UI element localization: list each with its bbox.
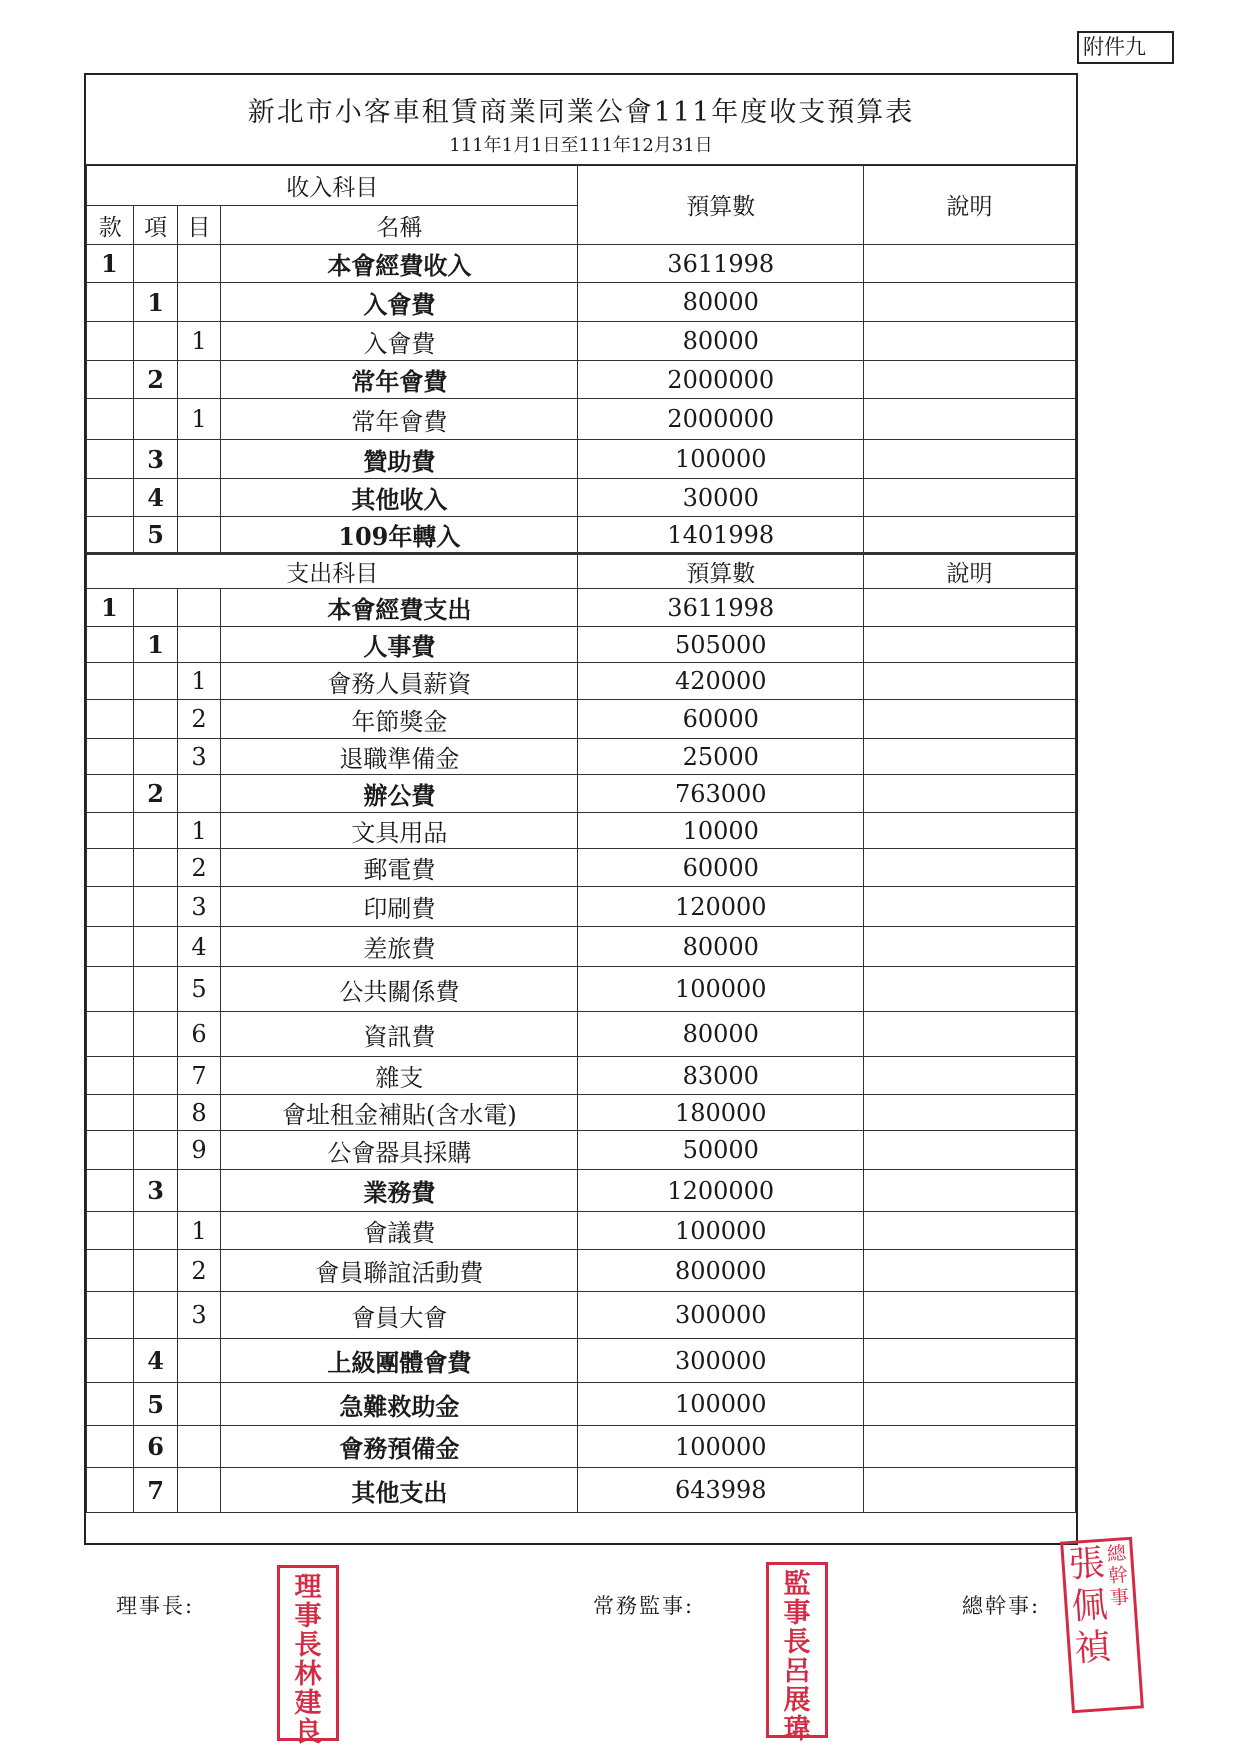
amount-cell: 80000: [578, 283, 864, 322]
amount-cell: 100000: [578, 1383, 864, 1426]
item-name-cell: 會議費: [221, 1212, 578, 1250]
kuan-cell: [87, 322, 134, 361]
xiang-cell: [134, 399, 177, 440]
item-name-cell: 109年轉入: [221, 517, 578, 554]
note-cell: [864, 775, 1076, 813]
item-name-cell: 退職準備金: [221, 739, 578, 775]
chairman-label: 理事長:: [116, 1594, 195, 1618]
amount-cell: 60000: [578, 849, 864, 887]
expense-row: [87, 739, 1076, 775]
kuan-cell: [87, 775, 134, 813]
amount-cell: 100000: [578, 1212, 864, 1250]
secretary-seal-name: [1067, 1542, 1113, 1674]
expense-row: [87, 1212, 1076, 1250]
supervisor-seal-char: 長: [783, 1627, 811, 1658]
amount-cell: 420000: [578, 663, 864, 700]
amount-cell: 10000: [578, 813, 864, 849]
item-name-cell: 其他收入: [221, 479, 578, 517]
mu-cell: 3: [177, 739, 220, 775]
kuan-cell: [87, 849, 134, 887]
xiang-cell: [134, 1012, 177, 1057]
amount-cell: 25000: [578, 739, 864, 775]
mu-cell: [177, 1468, 220, 1513]
xiang-cell: 5: [134, 517, 177, 554]
secretary-seal-name-char: 禎: [1073, 1626, 1112, 1670]
item-name-cell: 會址租金補貼(含水電): [221, 1095, 578, 1131]
xiang-cell: 3: [134, 1170, 177, 1212]
amount-cell: 180000: [578, 1095, 864, 1131]
item-name-cell: 業務費: [221, 1170, 578, 1212]
item-name-cell: 辦公費: [221, 775, 578, 813]
item-name-cell: 年節獎金: [221, 700, 578, 739]
budget-document: [84, 73, 1078, 1545]
xiang-header: 項: [134, 206, 177, 245]
note-cell: [864, 813, 1076, 849]
item-name-cell: 贊助費: [221, 440, 578, 479]
xiang-cell: [134, 589, 177, 627]
xiang-cell: 4: [134, 479, 177, 517]
kuan-cell: [87, 1012, 134, 1057]
xiang-cell: [134, 1095, 177, 1131]
kuan-cell: 1: [87, 589, 134, 627]
item-name-cell: 入會費: [221, 322, 578, 361]
income-row: [87, 245, 1076, 283]
xiang-cell: 1: [134, 627, 177, 663]
xiang-cell: [134, 1212, 177, 1250]
income-row: [87, 283, 1076, 322]
xiang-cell: 1: [134, 283, 177, 322]
kuan-cell: [87, 813, 134, 849]
xiang-cell: 3: [134, 440, 177, 479]
mu-cell: [177, 589, 220, 627]
mu-cell: 1: [177, 1212, 220, 1250]
xiang-cell: [134, 887, 177, 927]
xiang-cell: 5: [134, 1383, 177, 1426]
item-name-cell: 雜支: [221, 1057, 578, 1095]
note-cell: [864, 517, 1076, 554]
expense-row: [87, 927, 1076, 967]
amount-cell: 2000000: [578, 399, 864, 440]
mu-cell: 1: [177, 399, 220, 440]
note-cell: [864, 399, 1076, 440]
mu-header: 目: [177, 206, 220, 245]
note-cell: [864, 1383, 1076, 1426]
kuan-cell: [87, 283, 134, 322]
mu-cell: 6: [177, 1012, 220, 1057]
chairman-seal-char: 長: [294, 1630, 322, 1661]
supervisor-seal-char: 展: [783, 1685, 811, 1716]
mu-cell: 2: [177, 700, 220, 739]
note-cell: [864, 1426, 1076, 1468]
mu-cell: 3: [177, 887, 220, 927]
mu-cell: [177, 1339, 220, 1383]
supervisor-seal: [766, 1562, 828, 1745]
amount-cell: 80000: [578, 1012, 864, 1057]
item-name-cell: 本會經費支出: [221, 589, 578, 627]
item-name-cell: 急難救助金: [221, 1383, 578, 1426]
note-cell: [864, 927, 1076, 967]
kuan-cell: [87, 739, 134, 775]
mu-cell: [177, 627, 220, 663]
mu-cell: 1: [177, 813, 220, 849]
expense-note-header: 說明: [864, 554, 1076, 589]
expense-row: [87, 887, 1076, 927]
secretary-seal-title-char: 幹: [1107, 1564, 1129, 1588]
amount-cell: 80000: [578, 927, 864, 967]
item-name-cell: 入會費: [221, 283, 578, 322]
expense-row: [87, 700, 1076, 739]
amount-cell: 120000: [578, 887, 864, 927]
expense-budget-header: 預算數: [578, 554, 864, 589]
secretary-seal-name-char: 張: [1067, 1542, 1107, 1587]
kuan-cell: [87, 1339, 134, 1383]
expense-row: [87, 775, 1076, 813]
xiang-cell: [134, 927, 177, 967]
kuan-cell: [87, 663, 134, 700]
expense-subject-header: 支出科目: [87, 554, 578, 589]
mu-cell: 3: [177, 1292, 220, 1339]
income-row: [87, 322, 1076, 361]
note-cell: [864, 967, 1076, 1012]
income-note-header: 說明: [864, 165, 1076, 245]
income-row: [87, 440, 1076, 479]
mu-cell: [177, 517, 220, 554]
expense-row: [87, 1012, 1076, 1057]
expense-row: [87, 1250, 1076, 1292]
kuan-cell: [87, 479, 134, 517]
note-cell: [864, 1250, 1076, 1292]
item-name-cell: 上級團體會費: [221, 1339, 578, 1383]
kuan-cell: [87, 1170, 134, 1212]
mu-cell: [177, 775, 220, 813]
expense-row: [87, 1383, 1076, 1426]
supervisor-seal-char: 呂: [783, 1656, 811, 1687]
item-name-cell: 其他支出: [221, 1468, 578, 1513]
amount-cell: 300000: [578, 1339, 864, 1383]
chairman-seal-char: 林: [294, 1659, 322, 1690]
item-name-cell: 資訊費: [221, 1012, 578, 1057]
expense-row: [87, 1057, 1076, 1095]
mu-cell: [177, 283, 220, 322]
note-cell: [864, 700, 1076, 739]
secretary-seal-name-char: 佩: [1070, 1584, 1110, 1629]
mu-cell: 8: [177, 1095, 220, 1131]
kuan-cell: [87, 1057, 134, 1095]
chairman-seal-char: 良: [294, 1717, 322, 1748]
mu-cell: 2: [177, 1250, 220, 1292]
note-cell: [864, 1012, 1076, 1057]
kuan-cell: [87, 1292, 134, 1339]
title-block: [86, 75, 1076, 166]
xiang-cell: [134, 663, 177, 700]
item-name-cell: 公會器具採購: [221, 1131, 578, 1170]
kuan-cell: 1: [87, 245, 134, 283]
item-name-cell: 常年會費: [221, 399, 578, 440]
item-name-cell: 常年會費: [221, 361, 578, 399]
period-subtitle: 111年1月1日至111年12月31日: [449, 135, 713, 156]
expense-row: [87, 1292, 1076, 1339]
income-subject-header: 收入科目: [87, 165, 578, 206]
note-cell: [864, 849, 1076, 887]
secretary-seal-title-char: 總: [1106, 1542, 1127, 1566]
income-header-row: [87, 165, 1076, 206]
expense-row: [87, 1426, 1076, 1468]
xiang-cell: 2: [134, 775, 177, 813]
note-cell: [864, 440, 1076, 479]
expense-row: [87, 1095, 1076, 1131]
mu-cell: [177, 1170, 220, 1212]
amount-cell: 3611998: [578, 589, 864, 627]
expense-row: [87, 813, 1076, 849]
item-name-cell: 郵電費: [221, 849, 578, 887]
amount-cell: 505000: [578, 627, 864, 663]
expense-row: [87, 663, 1076, 700]
amount-cell: 83000: [578, 1057, 864, 1095]
signature-area: [0, 1542, 1241, 1755]
mu-cell: 7: [177, 1057, 220, 1095]
kuan-cell: [87, 887, 134, 927]
secretary-seal-title: [1106, 1544, 1130, 1611]
item-name-cell: 會務人員薪資: [221, 663, 578, 700]
kuan-cell: [87, 700, 134, 739]
kuan-cell: [87, 1095, 134, 1131]
expense-row: [87, 1339, 1076, 1383]
expense-row: [87, 589, 1076, 627]
mu-cell: [177, 1426, 220, 1468]
xiang-cell: [134, 700, 177, 739]
note-cell: [864, 1212, 1076, 1250]
xiang-cell: 6: [134, 1426, 177, 1468]
kuan-cell: [87, 361, 134, 399]
kuan-cell: [87, 1468, 134, 1513]
xiang-cell: [134, 1057, 177, 1095]
note-cell: [864, 887, 1076, 927]
mu-cell: 5: [177, 967, 220, 1012]
kuan-header: 款: [87, 206, 134, 245]
note-cell: [864, 1339, 1076, 1383]
mu-cell: 9: [177, 1131, 220, 1170]
kuan-cell: [87, 967, 134, 1012]
supervisor-seal-char: 事: [783, 1598, 811, 1629]
note-cell: [864, 361, 1076, 399]
page-title: 新北市小客車租賃商業同業公會111年度收支預算表: [247, 97, 915, 128]
mu-cell: 1: [177, 663, 220, 700]
expense-row: [87, 1468, 1076, 1513]
supervisor-seal-char: 瑋: [783, 1714, 811, 1745]
kuan-cell: [87, 440, 134, 479]
note-cell: [864, 1131, 1076, 1170]
xiang-cell: [134, 245, 177, 283]
income-row: [87, 479, 1076, 517]
kuan-cell: [87, 1426, 134, 1468]
amount-cell: 30000: [578, 479, 864, 517]
note-cell: [864, 627, 1076, 663]
item-name-cell: 印刷費: [221, 887, 578, 927]
attachment-label: 附件九: [1077, 31, 1174, 64]
income-row: [87, 361, 1076, 399]
chairman-seal-char: 理: [294, 1572, 322, 1603]
item-name-cell: 會員聯誼活動費: [221, 1250, 578, 1292]
amount-cell: 100000: [578, 1426, 864, 1468]
kuan-cell: [87, 1131, 134, 1170]
expense-row: [87, 627, 1076, 663]
xiang-cell: 2: [134, 361, 177, 399]
mu-cell: [177, 1383, 220, 1426]
note-cell: [864, 1292, 1076, 1339]
chairman-seal-char: 建: [294, 1688, 322, 1719]
note-cell: [864, 589, 1076, 627]
amount-cell: 1200000: [578, 1170, 864, 1212]
item-name-cell: 本會經費收入: [221, 245, 578, 283]
item-name-cell: 會員大會: [221, 1292, 578, 1339]
secretary-seal: [1060, 1537, 1144, 1714]
kuan-cell: [87, 927, 134, 967]
secretary-seal-title-char: 事: [1109, 1586, 1130, 1610]
chairman-seal-char: 事: [294, 1601, 322, 1632]
expense-row: [87, 1170, 1076, 1212]
kuan-cell: [87, 1383, 134, 1426]
budget-table: [86, 164, 1076, 1513]
kuan-cell: [87, 517, 134, 554]
amount-cell: 100000: [578, 967, 864, 1012]
note-cell: [864, 479, 1076, 517]
note-cell: [864, 322, 1076, 361]
note-cell: [864, 739, 1076, 775]
amount-cell: 100000: [578, 440, 864, 479]
xiang-cell: [134, 322, 177, 361]
xiang-cell: 7: [134, 1468, 177, 1513]
xiang-cell: [134, 967, 177, 1012]
chairman-seal: [277, 1565, 339, 1748]
expense-row: [87, 1131, 1076, 1170]
amount-cell: 643998: [578, 1468, 864, 1513]
supervisor-label: 常務監事:: [593, 1594, 695, 1618]
secretary-label: 總幹事:: [962, 1594, 1041, 1618]
expense-row: [87, 849, 1076, 887]
note-cell: [864, 663, 1076, 700]
mu-cell: [177, 245, 220, 283]
mu-cell: [177, 440, 220, 479]
item-name-cell: 文具用品: [221, 813, 578, 849]
expense-row: [87, 967, 1076, 1012]
item-name-cell: 公共關係費: [221, 967, 578, 1012]
amount-cell: 763000: [578, 775, 864, 813]
xiang-cell: [134, 1250, 177, 1292]
note-cell: [864, 1468, 1076, 1513]
kuan-cell: [87, 399, 134, 440]
name-header: 名稱: [221, 206, 578, 245]
kuan-cell: [87, 1250, 134, 1292]
item-name-cell: 人事費: [221, 627, 578, 663]
mu-cell: [177, 361, 220, 399]
mu-cell: [177, 479, 220, 517]
note-cell: [864, 1095, 1076, 1131]
xiang-cell: 4: [134, 1339, 177, 1383]
amount-cell: 3611998: [578, 245, 864, 283]
supervisor-seal-char: 監: [783, 1569, 811, 1600]
note-cell: [864, 283, 1076, 322]
xiang-cell: [134, 1292, 177, 1339]
amount-cell: 50000: [578, 1131, 864, 1170]
amount-cell: 1401998: [578, 517, 864, 554]
income-row: [87, 399, 1076, 440]
kuan-cell: [87, 1212, 134, 1250]
kuan-cell: [87, 627, 134, 663]
xiang-cell: [134, 1131, 177, 1170]
amount-cell: 80000: [578, 322, 864, 361]
item-name-cell: 會務預備金: [221, 1426, 578, 1468]
income-row: [87, 517, 1076, 554]
mu-cell: 4: [177, 927, 220, 967]
mu-cell: 1: [177, 322, 220, 361]
note-cell: [864, 245, 1076, 283]
expense-header-row: [87, 554, 1076, 589]
amount-cell: 2000000: [578, 361, 864, 399]
mu-cell: 2: [177, 849, 220, 887]
xiang-cell: [134, 739, 177, 775]
xiang-cell: [134, 813, 177, 849]
income-budget-header: 預算數: [578, 165, 864, 245]
amount-cell: 300000: [578, 1292, 864, 1339]
amount-cell: 800000: [578, 1250, 864, 1292]
note-cell: [864, 1170, 1076, 1212]
item-name-cell: 差旅費: [221, 927, 578, 967]
note-cell: [864, 1057, 1076, 1095]
xiang-cell: [134, 849, 177, 887]
amount-cell: 60000: [578, 700, 864, 739]
